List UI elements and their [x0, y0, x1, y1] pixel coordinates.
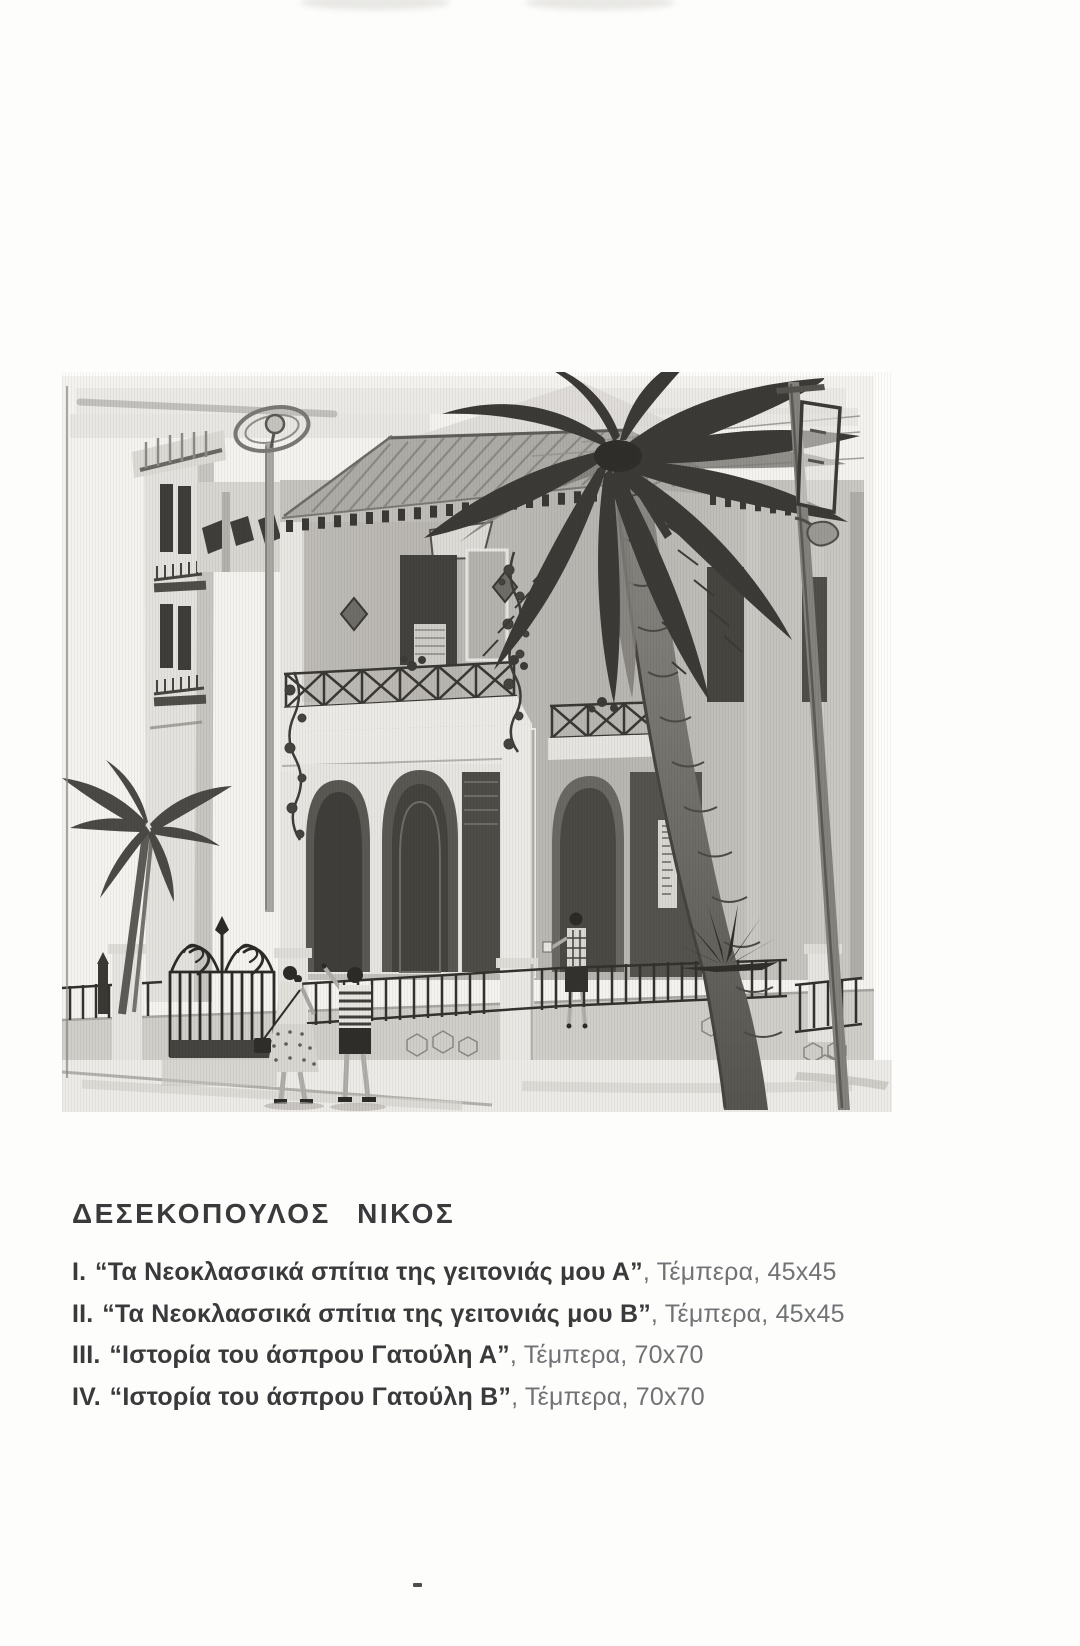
entry-details: , Τέμπερα, 45x45	[650, 1299, 845, 1328]
entry-details: , Τέμπερα, 70x70	[509, 1341, 704, 1369]
artwork-illustration	[62, 372, 892, 1112]
figure-shadows	[264, 1102, 324, 1110]
entry-title: “Τα Νεοκλασσικά σπίτια της γειτονιάς μου Α”	[95, 1258, 643, 1286]
catalog-entry	[72, 1294, 1022, 1336]
entry-numeral: III.	[72, 1341, 101, 1369]
scan-smudge	[525, 0, 675, 10]
entry-numeral: II.	[72, 1299, 94, 1328]
entry-numeral: I.	[72, 1258, 87, 1286]
entry-title: “Τα Νεοκλασσικά σπίτια της γειτονιάς μου Β”	[102, 1299, 651, 1328]
street	[62, 1060, 892, 1112]
page-mark	[413, 1583, 422, 1587]
artist-name: ΔΕΣΕΚΟΠΟΥΛΟΣ ΝΙΚΟΣ	[72, 1198, 456, 1229]
entry-numeral: IV.	[72, 1382, 101, 1411]
catalog-entry	[72, 1377, 1022, 1419]
catalog-text-block	[72, 1198, 1022, 1418]
entry-title: “Ιστορία του άσπρου Γατούλη Β”	[109, 1382, 512, 1411]
catalog-entry	[72, 1252, 1022, 1294]
entry-details: , Τέμπερα, 45x45	[642, 1258, 837, 1286]
entry-details: , Τέμπερα, 70x70	[511, 1382, 705, 1411]
scan-smudge	[300, 0, 450, 10]
catalog-entry	[72, 1335, 1022, 1377]
entry-title: “Ιστορία του άσπρου Γατούλη Α”	[109, 1341, 510, 1369]
